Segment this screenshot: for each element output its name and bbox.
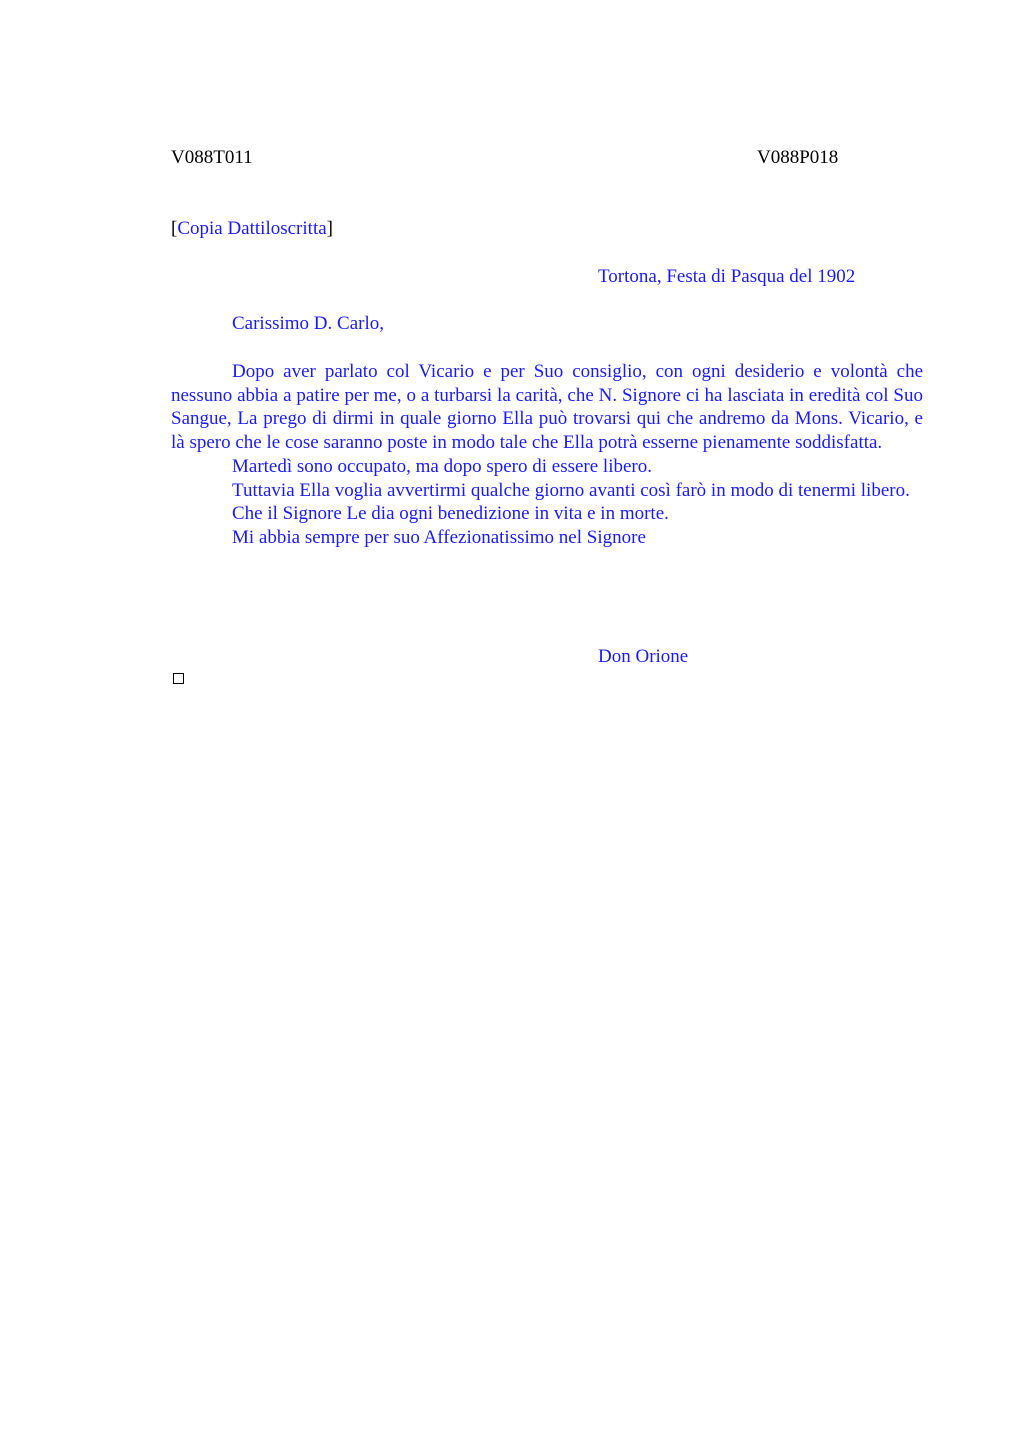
letter-paragraph: Che il Signore Le dia ogni benedizione in vita e in morte. — [232, 503, 669, 525]
letter-paragraph: Martedì sono occupato, ma dopo spero di essere libero. — [232, 455, 652, 477]
document-code-right: V088P018 — [757, 147, 839, 168]
letter-salutation: Carissimo D. Carlo, — [232, 313, 384, 334]
copy-note-label: Copia Dattiloscritta — [177, 218, 327, 239]
document-code-left: V088T011 — [171, 147, 253, 168]
letter-dateline: Tortona, Festa di Pasqua del 1902 — [598, 266, 856, 287]
copy-note-close-bracket: ] — [326, 218, 333, 239]
copy-note — [171, 217, 333, 241]
letter-body — [171, 360, 923, 550]
letter-paragraph: Mi abbia sempre per suo Affezionatissimo nel Signore — [232, 526, 646, 548]
letter-paragraph: Tuttavia Ella voglia avvertirmi qualche giorno avanti così farò in modo di tenermi libero. — [232, 479, 910, 501]
letter-signature: Don Orione — [598, 646, 689, 667]
end-marker-square-icon — [173, 673, 184, 684]
copy-note-open-bracket: [ — [171, 218, 178, 239]
letter-paragraph: Dopo aver parlato col Vicario e per Suo consiglio, con ogni desiderio e volontà che nessuno abbia a patire per me, o a turbarsi la carità, che N. Signore ci ha lasciata in eredità col Suo Sangue, La prego di dirmi in quale giorno Ella può trovarsi qui che andremo da Mons. Vicario, e là spero che le cose saranno poste in modo tale che Ella potrà esserne pienamente soddisfatta. — [171, 361, 923, 454]
